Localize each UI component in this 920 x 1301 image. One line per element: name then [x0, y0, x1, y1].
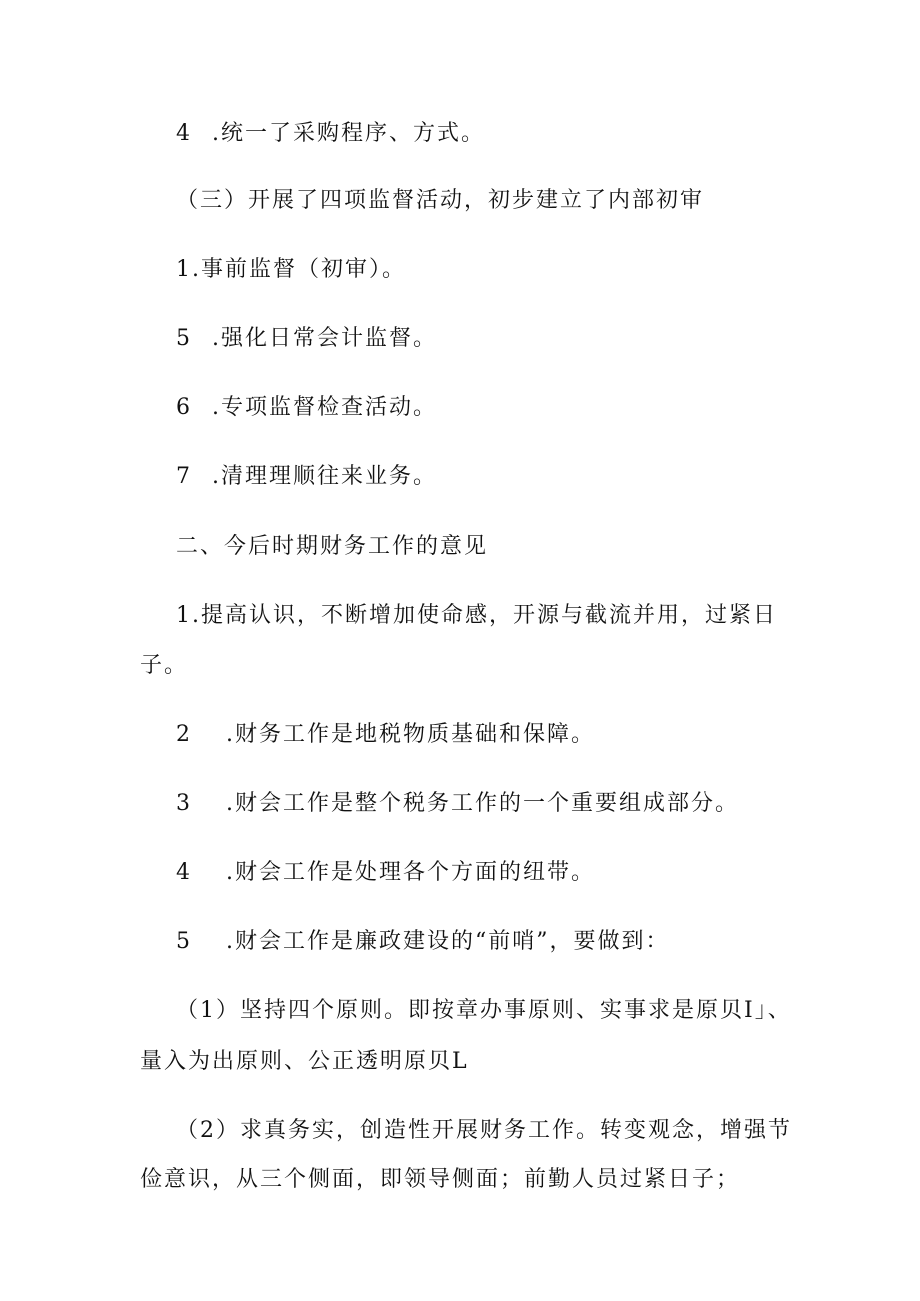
- list-item-5-daily-supervision: [176, 324, 437, 354]
- list-item-4-link: [176, 858, 595, 888]
- list-item-7-clear-accounts: [176, 462, 437, 492]
- section-heading-three: （三）开展了四项监督活动，初步建立了内部初审: [176, 188, 705, 213]
- item-text: .财会工作是整个税务工作的一个重要组成部分。: [226, 791, 739, 816]
- item-text: .强化日常会计监督。: [212, 326, 437, 351]
- item-number: 5: [176, 326, 192, 351]
- subitem-1-line-2: 量入为出原则、公正透明原贝L: [140, 1049, 469, 1074]
- item-number: 5: [176, 929, 192, 954]
- item-text: .统一了采购程序、方式。: [212, 121, 485, 146]
- item-number: 4: [176, 860, 192, 885]
- list-item-2-foundation: [176, 720, 595, 750]
- item-number: 4: [176, 121, 192, 146]
- paragraph-1-line-1: 1.提高认识，不断增加使命感，开源与截流并用，过紧日: [176, 603, 777, 628]
- list-item-3-component: [176, 789, 739, 819]
- item-text: .财会工作是处理各个方面的纽带。: [226, 860, 595, 885]
- list-item-6-special-inspection: [176, 393, 437, 423]
- subitem-2-line-1: （2）求真务实，创造性开展财务工作。转变观念，增强节: [176, 1118, 792, 1143]
- subitem-2-line-2: 俭意识，从三个侧面，即领导侧面；前勤人员过紧日子；: [140, 1167, 741, 1192]
- subitem-1-line-1: （1）坚持四个原则。即按章办事原则、实事求是原贝I」、: [176, 998, 792, 1023]
- item-text: .财会工作是廉政建设的“前哨”，要做到：: [226, 929, 670, 954]
- item-text: .专项监督检查活动。: [212, 395, 437, 420]
- list-item-5-outpost: [176, 927, 670, 957]
- item-number: 6: [176, 395, 192, 420]
- list-item-4-procurement: [176, 119, 485, 149]
- item-text: .清理理顺往来业务。: [212, 464, 437, 489]
- section-heading-two: 二、今后时期财务工作的意见: [176, 534, 489, 559]
- item-number: 7: [176, 464, 192, 489]
- item-text: .财务工作是地税物质基础和保障。: [226, 722, 595, 747]
- item-number: 3: [176, 791, 192, 816]
- list-item-1-pre-supervision: 1.事前监督（初审）。: [176, 257, 406, 282]
- paragraph-1-line-2: 子。: [140, 653, 189, 678]
- item-number: 2: [176, 722, 192, 747]
